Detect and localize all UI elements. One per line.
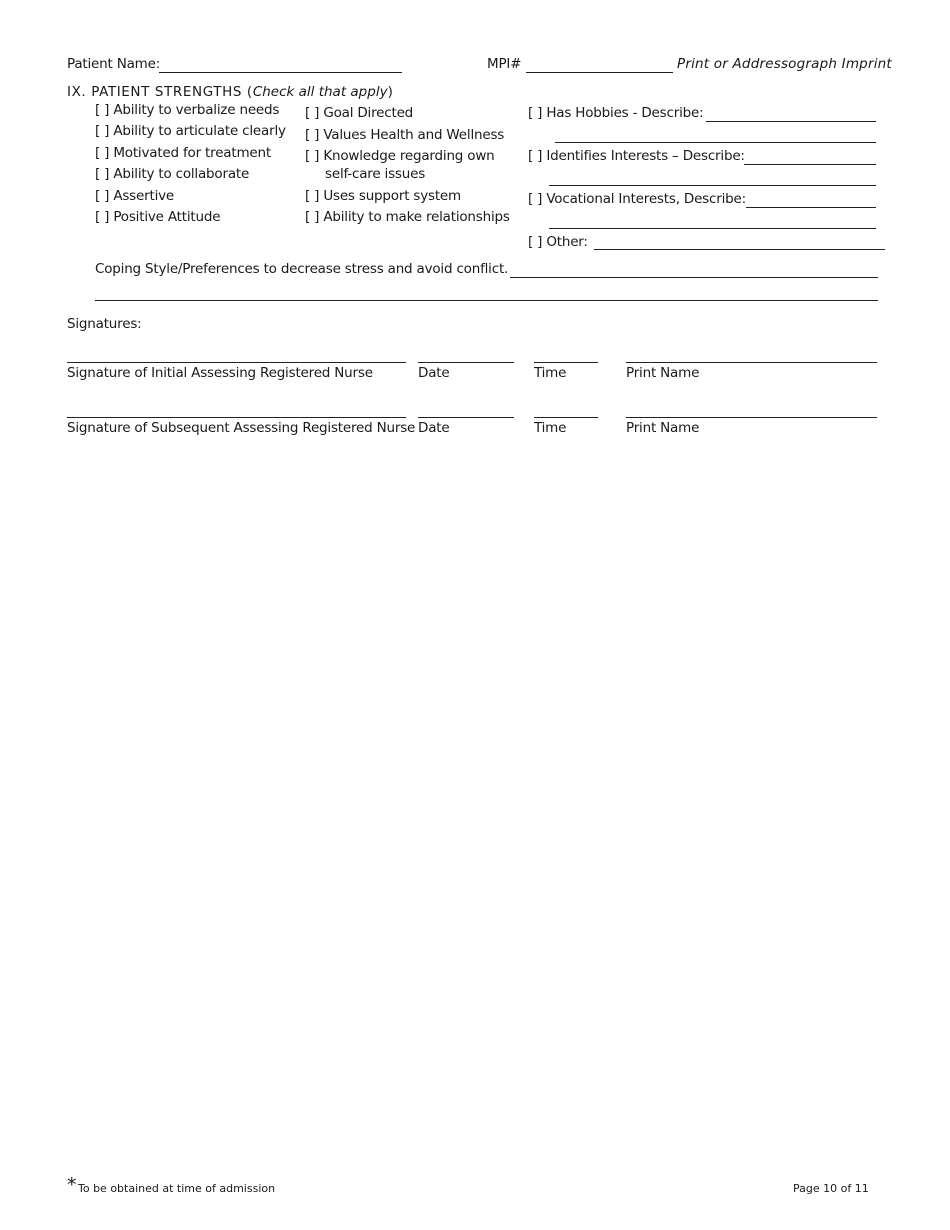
vocational-line-1[interactable] xyxy=(746,207,876,208)
signatures-heading: Signatures: xyxy=(67,316,142,332)
checkbox-knowledge-selfcare[interactable]: [ ] Knowledge regarding own xyxy=(305,148,495,164)
initial-time-label: Time xyxy=(534,365,567,381)
subsequent-signature-line[interactable] xyxy=(67,417,406,418)
patient-name-label: Patient Name: xyxy=(67,56,161,72)
initial-signature-line[interactable] xyxy=(67,362,406,363)
checkbox-assertive[interactable]: [ ] Assertive xyxy=(95,188,175,204)
interests-line-1[interactable] xyxy=(744,164,876,165)
checkbox-interests[interactable]: [ ] Identifies Interests – Describe: xyxy=(528,148,745,164)
subsequent-date-line[interactable] xyxy=(418,417,514,418)
interests-line-2[interactable] xyxy=(549,185,876,186)
initial-date-line[interactable] xyxy=(418,362,514,363)
initial-print-name-line[interactable] xyxy=(626,362,877,363)
checkbox-motivated-treatment[interactable]: [ ] Motivated for treatment xyxy=(95,145,271,161)
section-title xyxy=(67,84,393,100)
checkbox-support-system[interactable]: [ ] Uses support system xyxy=(305,188,461,204)
section-title-suffix: ) xyxy=(387,84,394,100)
other-line[interactable] xyxy=(594,249,885,250)
checkbox-goal-directed[interactable]: [ ] Goal Directed xyxy=(305,105,414,121)
vocational-line-2[interactable] xyxy=(549,228,876,229)
coping-line-2[interactable] xyxy=(95,300,878,301)
page-number: Page 10 of 11 xyxy=(793,1182,869,1195)
coping-line-1[interactable] xyxy=(510,277,878,278)
initial-signature-label: Signature of Initial Assessing Registered Nurse xyxy=(67,365,373,381)
initial-date-label: Date xyxy=(418,365,450,381)
coping-label: Coping Style/Preferences to decrease stress and avoid conflict. xyxy=(95,261,509,277)
subsequent-signature-label: Signature of Subsequent Assessing Registered Nurse xyxy=(67,420,416,436)
imprint-note: Print or Addressograph Imprint xyxy=(677,56,892,72)
checkbox-verbalize-needs[interactable]: [ ] Ability to verbalize needs xyxy=(95,102,280,118)
hobbies-line-1[interactable] xyxy=(706,121,876,122)
checkbox-make-relationships[interactable]: [ ] Ability to make relationships xyxy=(305,209,510,225)
hobbies-line-2[interactable] xyxy=(555,142,876,143)
mpi-line[interactable] xyxy=(526,72,673,73)
subsequent-print-name-label: Print Name xyxy=(626,420,700,436)
footer-asterisk: * xyxy=(67,1174,77,1196)
checkbox-other[interactable]: [ ] Other: xyxy=(528,234,588,250)
section-title-note: Check all that apply xyxy=(252,84,388,100)
patient-name-line[interactable] xyxy=(159,72,402,73)
mpi-label: MPI# xyxy=(487,56,522,72)
footer-note: To be obtained at time of admission xyxy=(78,1182,276,1195)
checkbox-values-health[interactable]: [ ] Values Health and Wellness xyxy=(305,127,505,143)
initial-print-name-label: Print Name xyxy=(626,365,700,381)
checkbox-hobbies[interactable]: [ ] Has Hobbies - Describe: xyxy=(528,105,704,121)
checkbox-vocational[interactable]: [ ] Vocational Interests, Describe: xyxy=(528,191,746,207)
checkbox-knowledge-selfcare-cont: self-care issues xyxy=(325,166,426,182)
subsequent-print-name-line[interactable] xyxy=(626,417,877,418)
checkbox-positive-attitude[interactable]: [ ] Positive Attitude xyxy=(95,209,221,225)
checkbox-articulate-clearly[interactable]: [ ] Ability to articulate clearly xyxy=(95,123,286,139)
initial-time-line[interactable] xyxy=(534,362,598,363)
section-title-prefix: IX. PATIENT STRENGTHS ( xyxy=(67,84,253,100)
subsequent-date-label: Date xyxy=(418,420,450,436)
subsequent-time-line[interactable] xyxy=(534,417,598,418)
subsequent-time-label: Time xyxy=(534,420,567,436)
checkbox-collaborate[interactable]: [ ] Ability to collaborate xyxy=(95,166,250,182)
